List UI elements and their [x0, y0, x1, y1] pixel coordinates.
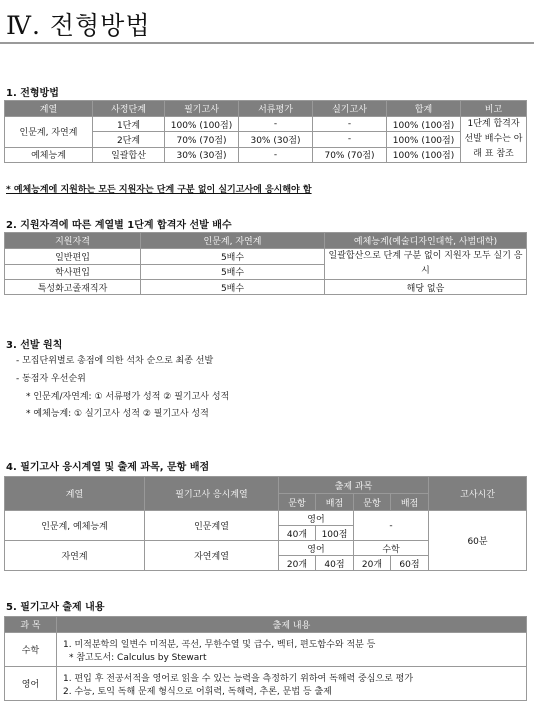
section4-heading: 4. 필기고사 응시계열 및 출제 과목, 문항 배점	[6, 462, 210, 473]
arts-note: * 예체능계에 지원하는 모든 지원자는 단계 구분 없이 실기고사에 응시해야 함	[6, 185, 312, 195]
exam-content-table	[4, 616, 527, 701]
principle-line: - 동점자 우선순위	[16, 374, 86, 384]
th-stage: 사정단계	[93, 101, 165, 117]
group-humanities-science: 인문계, 자연계	[5, 117, 93, 148]
cell: 2단계	[93, 132, 165, 147]
math-line: * 참고도서: Calculus by Stewart	[69, 652, 207, 663]
cell-dash: -	[354, 511, 429, 541]
th-subject: 과 목	[5, 617, 57, 633]
cell: 학사편입	[5, 264, 141, 280]
th-score: 배점	[391, 494, 429, 511]
english-line: 1. 편입 후 전공서적을 영어로 읽을 수 있는 능력을 측정하기 위하여 독해력 중심으로 평가	[63, 673, 414, 684]
exam-time: 60분	[429, 511, 527, 571]
cell: 40점	[316, 556, 354, 571]
subject-math: 수학	[354, 541, 429, 556]
exam-track-science: 자연계열	[145, 541, 279, 571]
math-line: 1. 미적분학의 일변수 미적분, 곡선, 무한수열 및 급수, 벡터, 편도함수와 적분 등	[63, 639, 376, 650]
cell: 일반편입	[5, 249, 141, 265]
th-written: 필기고사	[165, 101, 239, 117]
multiplier-table	[4, 232, 527, 295]
th-subjects: 출제 과목	[279, 477, 429, 494]
group-science: 자연계	[5, 541, 145, 571]
title-divider	[0, 42, 534, 44]
subject-math-label: 수학	[5, 633, 57, 667]
exam-subject-table	[4, 476, 527, 571]
cell: 20개	[354, 556, 391, 571]
cell: 일괄합산	[93, 147, 165, 162]
principle-line: * 예체능계: ① 실기고사 성적 ② 필기고사 성적	[26, 409, 209, 419]
section2-heading: 2. 지원자격에 따른 계열별 1단계 합격자 선발 배수	[6, 220, 232, 231]
subject-english-label: 영어	[5, 667, 57, 701]
th-hum-sci: 인문계, 자연계	[141, 233, 325, 249]
cell: 30% (30점)	[239, 132, 313, 147]
arts-merged-cell: 일괄합산으로 단계 구분 없이 지원자 모두 실기 응시	[325, 249, 527, 280]
th-content: 출제 내용	[57, 617, 527, 633]
cell: 60점	[391, 556, 429, 571]
cell: 100% (100점)	[387, 147, 461, 162]
th-exam-time: 고사시간	[429, 477, 527, 511]
page-title: Ⅳ. 전형방법	[6, 11, 151, 40]
cell: -	[313, 132, 387, 147]
english-line: 2. 수능, 토익 독해 문제 형식으로 어휘력, 독해력, 추론, 문법 등 출제	[63, 686, 332, 697]
th-practical: 실기고사	[313, 101, 387, 117]
th-questions: 문항	[279, 494, 316, 511]
cell: 5배수	[141, 249, 325, 265]
th-total: 합계	[387, 101, 461, 117]
cell: 100% (100점)	[165, 117, 239, 132]
cell: 5배수	[141, 280, 325, 295]
th-score: 배점	[316, 494, 354, 511]
section3-heading: 3. 선발 원칙	[6, 340, 63, 351]
th-docs: 서류평가	[239, 101, 313, 117]
cell: 1단계	[93, 117, 165, 132]
selection-method-table	[4, 100, 527, 163]
remark-cell: 1단계 합격자 선발 배수는 아래 표 참조	[461, 117, 527, 163]
th-exam-track: 필기고사 응시계열	[145, 477, 279, 511]
cell: -	[239, 117, 313, 132]
cell: -	[313, 117, 387, 132]
cell: 100% (100점)	[387, 117, 461, 132]
cell: 특성화고졸재직자	[5, 280, 141, 295]
th-remark: 비고	[461, 101, 527, 117]
subject-english: 영어	[279, 541, 354, 556]
cell: 70% (70점)	[165, 132, 239, 147]
group-humanities-arts: 인문계, 예체능계	[5, 511, 145, 541]
th-questions: 문항	[354, 494, 391, 511]
cell: 해당 없음	[325, 280, 527, 295]
th-group: 계열	[5, 477, 145, 511]
cell: 70% (70점)	[313, 147, 387, 162]
cell: 20개	[279, 556, 316, 571]
th-group: 계열	[5, 101, 93, 117]
exam-track-humanities: 인문계열	[145, 511, 279, 541]
cell: 40개	[279, 526, 316, 541]
section5-heading: 5. 필기고사 출제 내용	[6, 602, 105, 613]
principle-line: * 인문계/자연계: ① 서류평가 성적 ② 필기고사 성적	[26, 392, 230, 402]
group-arts: 예체능계	[5, 147, 93, 162]
principle-line: - 모집단위별로 총점에 의한 석차 순으로 최종 선발	[16, 356, 214, 366]
subject-english: 영어	[279, 511, 354, 526]
english-content	[57, 667, 527, 701]
cell: 100점	[316, 526, 354, 541]
cell: 100% (100점)	[387, 132, 461, 147]
cell: 30% (30점)	[165, 147, 239, 162]
cell: 5배수	[141, 264, 325, 280]
cell: -	[239, 147, 313, 162]
th-arts: 예체능계(예술디자인대학, 사범대학)	[325, 233, 527, 249]
math-content	[57, 633, 527, 667]
th-qualification: 지원자격	[5, 233, 141, 249]
section1-heading: 1. 전형방법	[6, 88, 59, 99]
